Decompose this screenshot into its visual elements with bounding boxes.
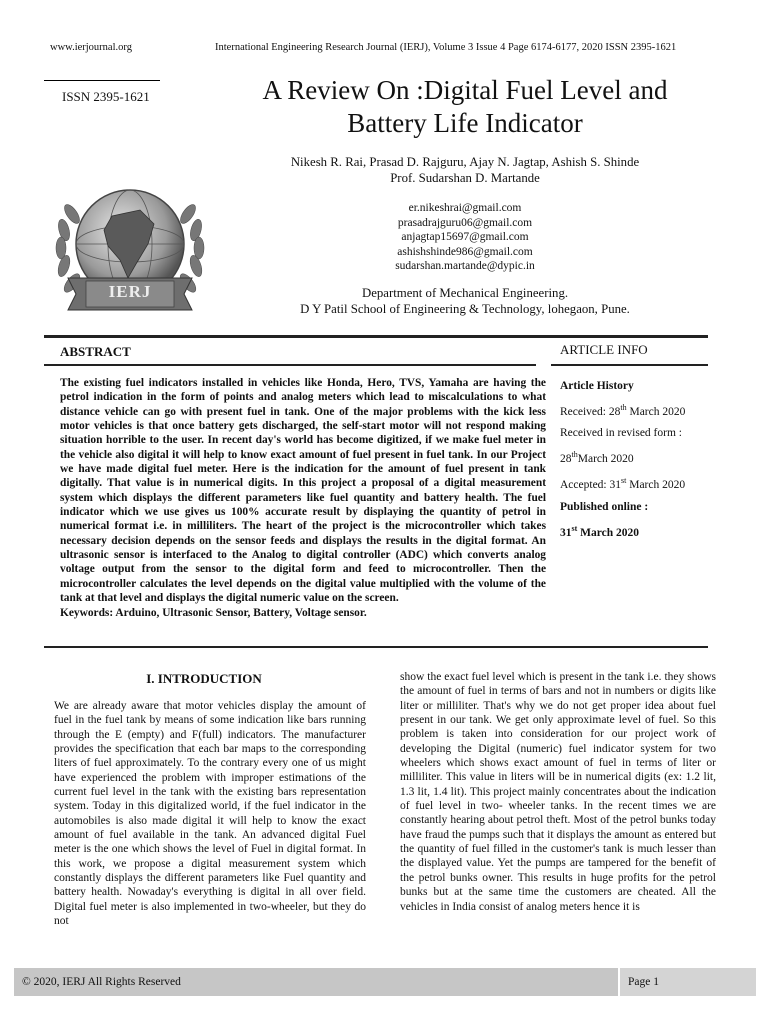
email-list (350, 201, 580, 274)
paper-title (180, 74, 750, 140)
globe-logo-icon (50, 186, 210, 324)
issn-rule (44, 80, 160, 81)
article-info-panel (560, 376, 730, 544)
authors-line-1: Nikesh R. Rai, Prasad D. Rajguru, Ajay N. Jagtap, Ashish S. Shinde (290, 155, 640, 169)
dept-line-1: Department of Mechanical Engineering. (361, 286, 569, 300)
revised-date: 28thMarch 2020 (560, 450, 634, 466)
published-label: Published online : (560, 500, 649, 513)
keywords: Keywords: Arduino, Ultrasonic Sensor, Battery, Voltage sensor. (60, 606, 367, 619)
abstract-heading: ABSTRACT (60, 344, 131, 359)
article-history-label: Article History (560, 380, 634, 392)
abstract-text: The existing fuel indicators installed in vehicles like Honda, Hero, TVS, Yamaha are having the petrol indication in the form of points and analog meters which lead to miscalculations to what distance vehicle can go with present fuel in tank. One of the major problems with the kick less motor vehicles is that once battery gets discharged, the self-start motor will not respond making situation horrible to the user. In recent day's world has become digitized, if we make fuel meter in the vehicle also digital it will help to know exact amount of fuel present in fuel tank. In our Project we have made digital fuel meter. Here is the indication for the amount of fuel present in tank digitally. That value is in numerical digits. In this project a proposal of a digital measurement system which displays the different parameters like fuel quantity and battery health. The fuel indicator which we use gives us 100% accurate result by displaying the quantity of petrol in numerical format i.e. in milliliters. The heart of the project is the microcontroller which takes necessary decision depends on the sensor feeds and displays the results in the digital format. An ultrasonic sensor is interfaced to the Analog to digital controller (ADC) which converts analog voltage output from the sensor to the digital form and feed to microcontroller. Then the microcontroller calculates the level depends on the digital value multiplied with the volume of the tank at that level and displays the digital numeric value on the screen. (60, 377, 546, 605)
received-date: Received: 28th March 2020 (560, 403, 686, 419)
footer-page-number: Page 1 (628, 976, 659, 988)
issn-label: ISSN 2395-1621 (62, 89, 150, 104)
journal-citation: International Engineering Research Journal (IERJ), Volume 3 Issue 4 Page 6174-6177, 2020 ISSN 2395-1621 (215, 42, 677, 53)
section-divider-bottom (44, 646, 708, 648)
author-list (200, 154, 730, 186)
email-5: sudarshan.martande@dypic.in (395, 260, 535, 272)
email-2: prasadrajguru06@gmail.com (397, 216, 533, 229)
published-date: 31st March 2020 (560, 523, 640, 539)
section-divider-top (44, 335, 708, 338)
journal-site: www.ierjournal.org (50, 42, 132, 53)
logo-text: IERJ (108, 282, 152, 301)
introduction-heading: I. INTRODUCTION (146, 671, 262, 686)
ierj-globe-logo (50, 186, 210, 324)
abstract-rule (44, 364, 536, 366)
article-info-rule (551, 364, 708, 366)
email-4: ashishshinde986@gmail.com (397, 245, 533, 258)
email-3: anjagtap15697@gmail.com (401, 231, 529, 243)
abstract-body (60, 376, 546, 620)
dept-line-2: D Y Patil School of Engineering & Technology, lohegaon, Pune. (300, 302, 630, 316)
email-1: er.nikeshrai@gmail.com (408, 202, 522, 214)
introduction-column-2: show the exact fuel level which is present in the tank i.e. they shows the amount of fuel in terms of bars and not in numbers or digits like liter or milliliter. That's why we do not get proper idea about fuel present in our tank. We get only approximate level of fuel. So this problem is taken into consideration for our project work of developing the Digital (numeric) fuel indicator system for two wheelers which shows exact amount of fuel in terms of liter or milliliter. This value in liters will be in numerical digits (ex: 1.2 lit, 1.3 lit, 1.4 lit). This project mainly concentrates about the indication of fuel level in two- wheeler tanks. In the recent times we are constantly hearing about petrol theft. Most of the petrol bunks today have fraud the pumps such that it displays the amount as entered but the quantity of fuel filled in the customer's tank is much lesser than the displayed value. Yet the pumps are tampered for the benefit of the petrol bunks owner. This results in huge profits for the petrol bunks but at the same time the customers are cheated. All the vehicles in India consist of analog meters hence it is (400, 671, 716, 913)
affiliation (200, 285, 730, 317)
revised-label: Received in revised form : (560, 427, 682, 440)
introduction-column-1: We are already aware that motor vehicles display the amount of fuel in the fuel tank by means of some indication like bars running through the E (empty) and F(full) indicators. The manufacturer provides the specification that each bar maps to the corresponding liters of fuel approximately. To the contrary every one of us might have experienced the problem with improper estimations of the current fuel level in the tank with the existing bars representation system. Today in this digitalized world, if the fuel indicator in the automobiles is also made digital it will help to know the exact amount of fuel available in the tank. An advanced digital Fuel meter is the one which shows the level of Fuel in digital format. In this work, we propose a digital measurement system which constantly displays the different parameters like Fuel quantity and battery health. Nowaday's everything is digital in all over field. Digital fuel meter is also implemented in two-wheeler, but they do not (54, 700, 366, 928)
article-info-heading: ARTICLE INFO (560, 342, 648, 357)
accepted-date: Accepted: 31st March 2020 (560, 476, 686, 492)
authors-line-2: Prof. Sudarshan D. Martande (390, 171, 540, 185)
title-line-1: A Review On :Digital Fuel Level and (262, 75, 668, 105)
footer-copyright: © 2020, IERJ All Rights Reserved (22, 976, 181, 988)
title-line-2: Battery Life Indicator (347, 108, 583, 138)
